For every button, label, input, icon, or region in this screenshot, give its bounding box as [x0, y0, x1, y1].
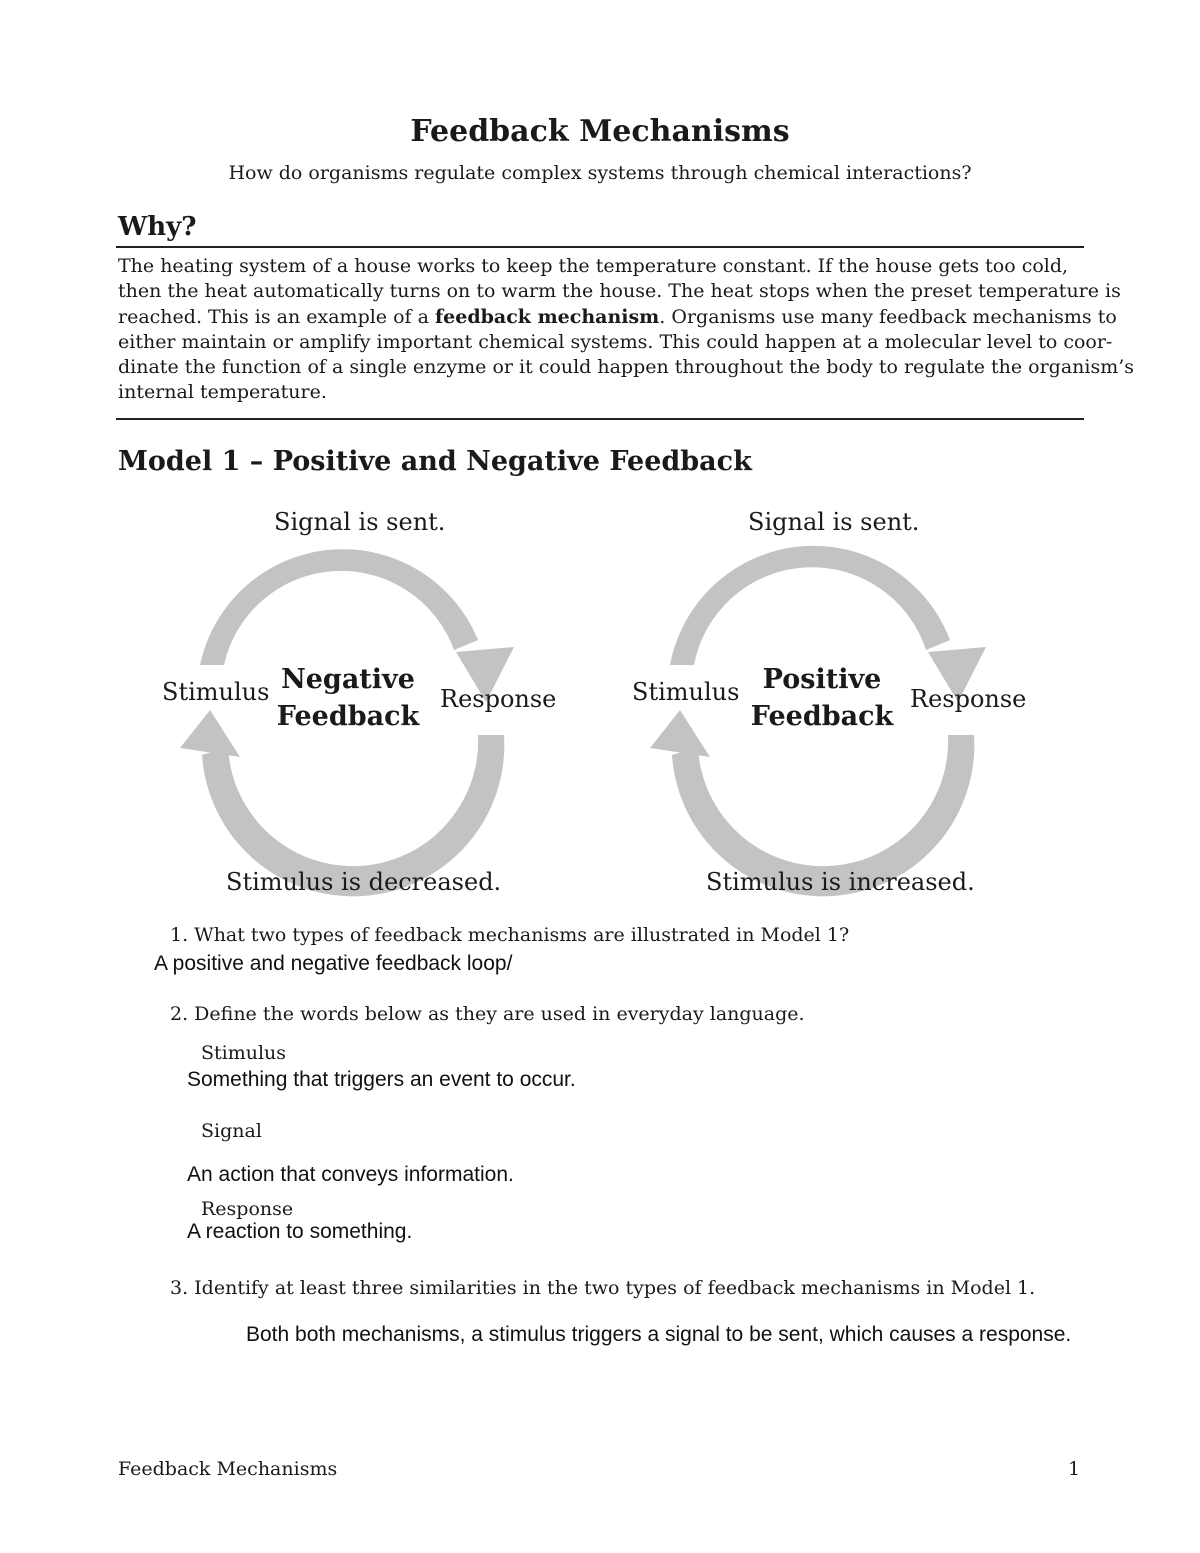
- question-1: 1. What two types of feedback mechanisms are illustrated in Model 1?: [170, 924, 850, 946]
- positive-signal-arrow: [670, 546, 950, 665]
- why-line-3-end: . Organisms use many feedback mechanisms to: [659, 305, 1117, 328]
- why-heading: Why?: [118, 212, 197, 242]
- signal-term: Signal: [201, 1120, 262, 1142]
- negative-feedback-title-line-2: Feedback: [276, 701, 420, 732]
- negative-signal-label: Signal is sent.: [274, 508, 446, 536]
- response-term: Response: [201, 1198, 294, 1220]
- question-3-answer: Both both mechanisms, a stimulus triggers a signal to be sent, which causes a response.: [246, 1323, 1072, 1346]
- negative-signal-arrow: [200, 549, 478, 665]
- why-line-6: internal temperature.: [118, 381, 327, 404]
- positive-feedback-title-line-2: Feedback: [750, 701, 894, 732]
- model-1-heading: Model 1 – Positive and Negative Feedback: [118, 446, 752, 477]
- why-line-1: The heating system of a house works to keep the temperature constant. If the house gets too cold,: [118, 255, 1069, 277]
- why-bottom-rule: [116, 418, 1084, 420]
- stimulus-answer: Something that triggers an event to occur.: [187, 1068, 576, 1091]
- question-1-answer: A positive and negative feedback loop/: [154, 952, 513, 975]
- positive-return-arrowhead: [650, 710, 710, 757]
- response-answer: A reaction to something.: [187, 1220, 413, 1243]
- feedback-mechanism-term: feedback mechanism: [434, 305, 660, 328]
- question-3: 3. Identify at least three similarities in the two types of feedback mechanisms in Model 1.: [170, 1277, 1036, 1299]
- page-subtitle: How do organisms regulate complex systems through chemical interactions?: [228, 162, 972, 184]
- positive-stimulus-label: Stimulus: [632, 678, 740, 706]
- why-paragraph: [118, 254, 1135, 406]
- stimulus-term: Stimulus: [201, 1042, 287, 1064]
- why-top-rule: [116, 246, 1084, 248]
- positive-feedback-title-line-1: Positive: [762, 664, 882, 695]
- footer-title: Feedback Mechanisms: [118, 1458, 338, 1480]
- negative-feedback-title: [258, 661, 438, 735]
- why-line-3-start: reached. This is an example of a: [118, 305, 435, 328]
- why-line-5: dinate the function of a single enzyme or it could happen throughout the body to regulate the organism’s: [118, 356, 1135, 379]
- page-number: 1: [1068, 1458, 1081, 1480]
- page-title: Feedback Mechanisms: [410, 114, 790, 149]
- negative-feedback-title-line-1: Negative: [281, 664, 415, 695]
- question-2: 2. Define the words below as they are used in everyday language.: [170, 1003, 805, 1025]
- why-line-3: [118, 305, 1117, 330]
- negative-return-arrowhead: [180, 710, 240, 757]
- positive-outcome-label: Stimulus is increased.: [706, 868, 975, 896]
- why-line-2: then the heat automatically turns on to warm the house. The heat stops when the preset temperature is: [118, 280, 1121, 303]
- why-line-4: either maintain or amplify important chemical systems. This could happen at a molecular level to coor-: [118, 330, 1113, 353]
- positive-feedback-title: [732, 661, 912, 735]
- negative-response-label: Response: [440, 685, 557, 713]
- negative-stimulus-label: Stimulus: [162, 678, 270, 706]
- negative-outcome-label: Stimulus is decreased.: [226, 868, 502, 896]
- signal-answer: An action that conveys information.: [187, 1163, 514, 1186]
- positive-response-label: Response: [910, 685, 1027, 713]
- positive-signal-label: Signal is sent.: [748, 508, 920, 536]
